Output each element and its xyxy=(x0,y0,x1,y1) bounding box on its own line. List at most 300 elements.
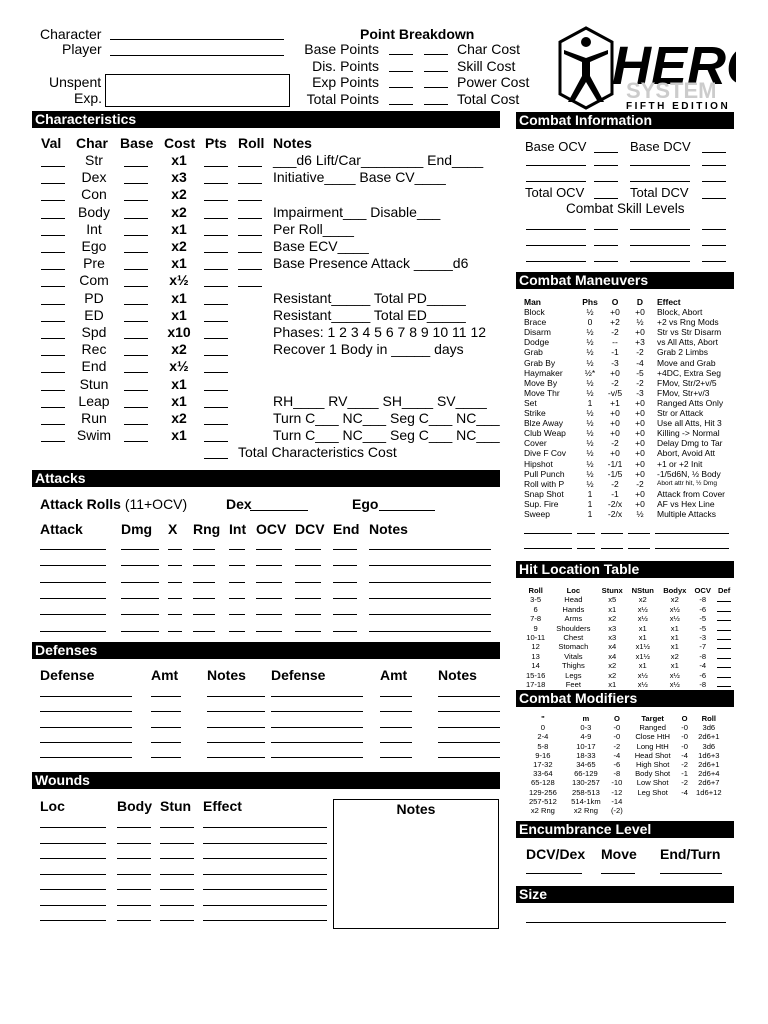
hit-cell: -8 xyxy=(699,680,707,690)
blank-line[interactable] xyxy=(526,165,586,166)
wound-field[interactable] xyxy=(160,858,194,859)
char-pts-field[interactable] xyxy=(204,166,228,167)
wound-field[interactable] xyxy=(117,874,151,875)
blank-line[interactable] xyxy=(524,548,572,549)
attack-field[interactable] xyxy=(256,582,282,583)
char-pts-field[interactable] xyxy=(204,269,228,270)
blank-line[interactable] xyxy=(594,165,618,166)
wound-field[interactable] xyxy=(203,843,327,844)
ego-roll-field[interactable] xyxy=(379,510,435,511)
char-val-field[interactable] xyxy=(41,304,65,305)
modifier-cell: 66-129 xyxy=(574,769,598,779)
wound-field[interactable] xyxy=(40,905,106,906)
blank-line[interactable] xyxy=(702,229,726,230)
defense-field[interactable] xyxy=(380,757,412,758)
char-cost: x½ xyxy=(169,272,189,289)
attack-field[interactable] xyxy=(229,549,245,550)
blank-line[interactable] xyxy=(524,533,572,534)
char-base-field[interactable] xyxy=(124,183,148,184)
char-val-field[interactable] xyxy=(41,269,65,270)
attack-field[interactable] xyxy=(168,565,182,566)
attack-field[interactable] xyxy=(295,565,321,566)
char-base-field[interactable] xyxy=(124,252,148,253)
defense-field[interactable] xyxy=(40,727,132,728)
attack-field[interactable] xyxy=(229,565,245,566)
maneuver-row xyxy=(524,307,741,317)
attack-field[interactable] xyxy=(40,631,106,632)
defense-field[interactable] xyxy=(271,711,363,712)
blank-line[interactable] xyxy=(630,229,690,230)
blank-line[interactable] xyxy=(628,533,650,534)
char-base-field[interactable] xyxy=(124,200,148,201)
total-char-cost-field[interactable] xyxy=(204,458,228,459)
char-base-field[interactable] xyxy=(124,441,148,442)
hit-def-cell[interactable] xyxy=(714,595,734,604)
char-pts-field[interactable] xyxy=(204,252,228,253)
attack-field[interactable] xyxy=(121,614,159,615)
char-base-field[interactable] xyxy=(124,390,148,391)
attack-field[interactable] xyxy=(121,565,159,566)
attack-field[interactable] xyxy=(256,598,282,599)
modifier-cell: 2d6+7 xyxy=(698,778,720,788)
attack-field[interactable] xyxy=(295,631,321,632)
hit-def-cell[interactable] xyxy=(714,633,734,642)
char-cost: x1 xyxy=(171,375,187,392)
char-notes: Base Presence Attack _____d6 xyxy=(273,255,469,272)
char-base-field[interactable] xyxy=(124,218,148,219)
defense-field[interactable] xyxy=(151,696,181,697)
char-base-field[interactable] xyxy=(124,424,148,425)
char-base-field[interactable] xyxy=(124,407,148,408)
attack-field[interactable] xyxy=(168,598,182,599)
wound-field[interactable] xyxy=(117,905,151,906)
attack-field[interactable] xyxy=(121,582,159,583)
encumbrance-move-field[interactable] xyxy=(601,873,635,874)
char-roll-field[interactable] xyxy=(238,252,262,253)
char-pts-field[interactable] xyxy=(204,338,228,339)
blank-line[interactable] xyxy=(628,548,650,549)
character-label: Character xyxy=(40,26,102,42)
hit-cell: Arms xyxy=(564,614,583,624)
char-val-field[interactable] xyxy=(41,183,65,184)
blank-line[interactable] xyxy=(655,548,729,549)
blank-line[interactable] xyxy=(526,261,586,262)
attack-field[interactable] xyxy=(333,549,357,550)
attack-field[interactable] xyxy=(256,565,282,566)
blank-line[interactable] xyxy=(702,165,726,166)
hit-def-cell[interactable] xyxy=(714,680,734,689)
char-roll-field[interactable] xyxy=(238,269,262,270)
attack-field[interactable] xyxy=(193,582,215,583)
wound-field[interactable] xyxy=(40,858,106,859)
char-roll-field[interactable] xyxy=(238,218,262,219)
char-name: PD xyxy=(84,289,104,306)
attack-field[interactable] xyxy=(295,549,321,550)
char-val-field[interactable] xyxy=(41,407,65,408)
wound-field[interactable] xyxy=(203,889,327,890)
wound-field[interactable] xyxy=(117,827,151,828)
wound-field[interactable] xyxy=(160,827,194,828)
blank-line[interactable] xyxy=(601,548,623,549)
defense-field[interactable] xyxy=(207,727,265,728)
attack-field[interactable] xyxy=(229,598,245,599)
char-base-field[interactable] xyxy=(124,355,148,356)
notes-box[interactable] xyxy=(333,799,499,929)
blank-line[interactable] xyxy=(577,548,595,549)
blank-line[interactable] xyxy=(655,533,729,534)
svg-text:SYSTEM: SYSTEM xyxy=(626,78,717,103)
wound-field[interactable] xyxy=(117,843,151,844)
char-cost: x1 xyxy=(171,289,187,306)
attack-field[interactable] xyxy=(229,631,245,632)
attack-field[interactable] xyxy=(40,614,106,615)
defense-field[interactable] xyxy=(271,757,363,758)
hit-cell: x5 xyxy=(608,595,617,605)
blank-line[interactable] xyxy=(577,533,595,534)
points-left-field-2[interactable] xyxy=(389,87,413,88)
char-roll-field[interactable] xyxy=(238,235,262,236)
attack-field[interactable] xyxy=(193,549,215,550)
maneuver-cell: Hipshot xyxy=(524,458,553,469)
blank-line[interactable] xyxy=(526,245,586,246)
hit-cell: x3 xyxy=(608,633,617,643)
wound-field[interactable] xyxy=(203,920,327,921)
wound-field[interactable] xyxy=(203,905,327,906)
player-field[interactable] xyxy=(110,55,284,56)
maneuver-cell: Grab 2 Limbs xyxy=(657,347,709,358)
wound-field[interactable] xyxy=(117,920,151,921)
unspent-exp-box[interactable] xyxy=(105,74,290,107)
modifier-cell: x2 Rng xyxy=(573,806,598,816)
defense-field[interactable] xyxy=(438,757,500,758)
attack-field[interactable] xyxy=(369,598,491,599)
points-left-field-b-1[interactable] xyxy=(424,71,448,72)
blank-line[interactable] xyxy=(594,261,618,262)
attack-field[interactable] xyxy=(40,598,106,599)
attack-field[interactable] xyxy=(168,582,182,583)
base-ocv-field[interactable] xyxy=(594,152,618,153)
total-dcv-field[interactable] xyxy=(702,198,726,199)
char-name: Leap xyxy=(78,392,110,409)
wound-field[interactable] xyxy=(117,889,151,890)
char-val-field[interactable] xyxy=(41,252,65,253)
char-val-field[interactable] xyxy=(41,390,65,391)
attack-field[interactable] xyxy=(229,614,245,615)
attack-field[interactable] xyxy=(369,614,491,615)
maneuver-cell: Str or Attack xyxy=(657,408,704,419)
points-left-field-0[interactable] xyxy=(389,54,413,55)
defense-field[interactable] xyxy=(40,696,132,697)
attack-field[interactable] xyxy=(168,631,182,632)
maneuver-cell: -2 xyxy=(636,478,644,489)
blank-line[interactable] xyxy=(526,229,586,230)
wound-field[interactable] xyxy=(117,858,151,859)
char-val-field[interactable] xyxy=(41,166,65,167)
char-base-field[interactable] xyxy=(124,269,148,270)
defense-field[interactable] xyxy=(438,696,500,697)
defense-field[interactable] xyxy=(380,727,412,728)
char-cost: x3 xyxy=(171,169,187,186)
char-name: Stun xyxy=(79,375,109,392)
points-left-field-b-0[interactable] xyxy=(424,54,448,55)
char-cost: x2 xyxy=(171,410,187,426)
wound-field[interactable] xyxy=(203,858,327,859)
char-val-field[interactable] xyxy=(41,424,65,425)
attack-field[interactable] xyxy=(193,631,215,632)
char-pts-field[interactable] xyxy=(204,200,228,201)
wound-field[interactable] xyxy=(203,874,327,875)
defense-field[interactable] xyxy=(438,711,500,712)
hit-def-cell[interactable] xyxy=(714,642,734,651)
points-left-field-3[interactable] xyxy=(389,104,413,105)
defense-col-4: Amt xyxy=(380,667,408,683)
char-roll-field[interactable] xyxy=(238,166,262,167)
maneuver-cell: Killing -> Normal xyxy=(657,428,720,439)
attack-field[interactable] xyxy=(229,582,245,583)
attack-field[interactable] xyxy=(295,614,321,615)
hit-cell: x1 xyxy=(670,661,679,671)
blank-line[interactable] xyxy=(630,245,690,246)
combat-maneuvers-header: Combat Maneuvers xyxy=(516,272,734,289)
blank-line[interactable] xyxy=(601,533,623,534)
encumbrance-dcv-field[interactable] xyxy=(526,873,582,874)
defense-field[interactable] xyxy=(207,696,265,697)
char-val-field[interactable] xyxy=(41,321,65,322)
attack-field[interactable] xyxy=(369,631,491,632)
hit-cell: Shoulders xyxy=(556,623,591,633)
defense-field[interactable] xyxy=(207,742,265,743)
defense-field[interactable] xyxy=(438,727,500,728)
blank-line[interactable] xyxy=(526,181,586,182)
hit-cell: x1 xyxy=(608,680,617,690)
defense-field[interactable] xyxy=(380,742,412,743)
attack-field[interactable] xyxy=(40,582,106,583)
hit-def-cell[interactable] xyxy=(714,661,734,670)
attack-field[interactable] xyxy=(193,565,215,566)
attack-field[interactable] xyxy=(121,549,159,550)
modifier-cell: -0 xyxy=(613,732,621,742)
attack-field[interactable] xyxy=(256,549,282,550)
attack-field[interactable] xyxy=(168,549,182,550)
maneuver-cell: Strike xyxy=(524,408,546,419)
blank-line[interactable] xyxy=(702,261,726,262)
defense-field[interactable] xyxy=(271,696,363,697)
dex-roll-field[interactable] xyxy=(250,510,308,511)
modifier-cell: Leg Shot xyxy=(637,787,668,797)
hit-row xyxy=(522,642,734,651)
attack-field[interactable] xyxy=(121,598,159,599)
defense-field[interactable] xyxy=(438,742,500,743)
attack-field[interactable] xyxy=(369,549,491,550)
wound-field[interactable] xyxy=(40,874,106,875)
attack-field[interactable] xyxy=(40,565,106,566)
char-base-field[interactable] xyxy=(124,372,148,373)
char-val-field[interactable] xyxy=(41,218,65,219)
char-val-field[interactable] xyxy=(41,355,65,356)
maneuver-cell: +3 xyxy=(635,337,645,348)
points-left-field-1[interactable] xyxy=(389,71,413,72)
char-pts-field[interactable] xyxy=(204,424,228,425)
attack-field[interactable] xyxy=(369,565,491,566)
wound-field[interactable] xyxy=(160,920,194,921)
attack-field[interactable] xyxy=(295,582,321,583)
blank-line[interactable] xyxy=(702,245,726,246)
char-pts-field[interactable] xyxy=(204,355,228,356)
hero-logo xyxy=(556,26,736,110)
modifier-cell: 65-128 xyxy=(531,778,555,788)
wound-field[interactable] xyxy=(160,874,194,875)
attack-field[interactable] xyxy=(193,614,215,615)
maneuver-row xyxy=(524,317,741,327)
modifier-cell: 9-16 xyxy=(535,750,551,760)
defense-field[interactable] xyxy=(151,727,181,728)
maneuver-cell: Blze Away xyxy=(524,418,564,429)
char-pts-field[interactable] xyxy=(204,286,228,287)
defense-field[interactable] xyxy=(151,757,181,758)
attack-field[interactable] xyxy=(295,598,321,599)
char-base-field[interactable] xyxy=(124,338,148,339)
wound-field[interactable] xyxy=(40,889,106,890)
char-pts-field[interactable] xyxy=(204,372,228,373)
base-dcv-field[interactable] xyxy=(702,152,726,153)
hit-def-cell[interactable] xyxy=(714,624,734,633)
hit-cell: Legs xyxy=(565,670,582,680)
attack-field[interactable] xyxy=(333,631,357,632)
modifier-cell: -4 xyxy=(681,750,688,760)
defense-col-3: Defense xyxy=(271,667,326,683)
maneuver-cell: -5 xyxy=(636,367,644,378)
blank-line[interactable] xyxy=(702,181,726,182)
char-base-field[interactable] xyxy=(124,286,148,287)
char-roll-field[interactable] xyxy=(238,200,262,201)
char-pts-field[interactable] xyxy=(204,183,228,184)
char-base-field[interactable] xyxy=(124,321,148,322)
defense-field[interactable] xyxy=(271,727,363,728)
blank-line[interactable] xyxy=(630,165,690,166)
hit-cell: -8 xyxy=(699,651,707,661)
wound-field[interactable] xyxy=(203,827,327,828)
modifier-cell: 5-8 xyxy=(537,741,549,751)
char-val-field[interactable] xyxy=(41,286,65,287)
encumbrance-end-field[interactable] xyxy=(660,873,722,874)
maneuver-cell: -1/5 xyxy=(607,468,623,479)
hit-def-cell[interactable] xyxy=(714,652,734,661)
char-notes: Base ECV____ xyxy=(273,238,369,254)
blank-line[interactable] xyxy=(594,181,618,182)
attack-field[interactable] xyxy=(256,631,282,632)
total-ocv-field[interactable] xyxy=(594,198,618,199)
points-left-label-1: Dis. Points xyxy=(312,57,379,74)
attack-field[interactable] xyxy=(333,614,357,615)
hit-col-roll: Roll xyxy=(528,586,543,595)
hit-def-cell[interactable] xyxy=(714,671,734,680)
defense-field[interactable] xyxy=(271,742,363,743)
char-val-field[interactable] xyxy=(41,338,65,339)
char-roll-field[interactable] xyxy=(238,183,262,184)
char-notes: Recover 1 Body in _____ days xyxy=(273,341,464,358)
maneuver-cell: Move and Grab xyxy=(657,357,716,368)
blank-line[interactable] xyxy=(594,229,618,230)
attack-field[interactable] xyxy=(333,582,357,583)
char-roll-field[interactable] xyxy=(238,286,262,287)
attack-field[interactable] xyxy=(333,598,357,599)
wound-field[interactable] xyxy=(40,827,106,828)
defense-field[interactable] xyxy=(40,757,132,758)
defense-field[interactable] xyxy=(380,696,412,697)
wound-field[interactable] xyxy=(40,843,106,844)
char-col-base: Base xyxy=(120,135,154,151)
attack-field[interactable] xyxy=(121,631,159,632)
character-field[interactable] xyxy=(110,39,284,40)
hit-cell: x1 xyxy=(670,633,679,643)
blank-line[interactable] xyxy=(594,245,618,246)
attack-field[interactable] xyxy=(168,614,182,615)
hit-location-header: Hit Location Table xyxy=(516,561,734,578)
wound-field[interactable] xyxy=(160,889,194,890)
char-val-field[interactable] xyxy=(41,441,65,442)
defense-field[interactable] xyxy=(151,742,181,743)
hit-def-cell[interactable] xyxy=(714,605,734,614)
maneuver-cell: -1 xyxy=(611,488,619,499)
defense-field[interactable] xyxy=(207,757,265,758)
defense-field[interactable] xyxy=(151,711,181,712)
wound-field[interactable] xyxy=(160,843,194,844)
defense-field[interactable] xyxy=(380,711,412,712)
blank-line[interactable] xyxy=(630,181,690,182)
points-left-field-b-2[interactable] xyxy=(424,87,448,88)
modifier-cell: -2 xyxy=(681,760,688,770)
char-val-field[interactable] xyxy=(41,235,65,236)
char-base-field[interactable] xyxy=(124,235,148,236)
attack-field[interactable] xyxy=(333,565,357,566)
defense-field[interactable] xyxy=(40,742,132,743)
char-pts-field[interactable] xyxy=(204,321,228,322)
wound-field[interactable] xyxy=(40,920,106,921)
hit-cell: x1½ xyxy=(635,651,650,661)
maneuver-cell: +1 xyxy=(610,397,620,408)
maneuver-row xyxy=(524,388,741,398)
char-base-field[interactable] xyxy=(124,304,148,305)
hit-cell: -6 xyxy=(699,604,707,614)
attack-field[interactable] xyxy=(193,598,215,599)
attack-field[interactable] xyxy=(369,582,491,583)
char-pts-field[interactable] xyxy=(204,304,228,305)
char-val-field[interactable] xyxy=(41,372,65,373)
hit-col-stunx: Stunx xyxy=(601,586,623,595)
maneuver-cell: Attack from Cover xyxy=(657,488,726,499)
size-field[interactable] xyxy=(526,922,726,923)
wound-field[interactable] xyxy=(160,905,194,906)
defense-field[interactable] xyxy=(207,711,265,712)
char-base-field[interactable] xyxy=(124,166,148,167)
char-val-field[interactable] xyxy=(41,200,65,201)
maneuver-cell: -2 xyxy=(636,347,644,358)
hit-def-cell[interactable] xyxy=(714,614,734,623)
blank-line[interactable] xyxy=(630,261,690,262)
char-pts-field[interactable] xyxy=(204,235,228,236)
modifier-cell: -2 xyxy=(681,778,688,788)
defense-field[interactable] xyxy=(40,711,132,712)
char-pts-field[interactable] xyxy=(204,441,228,442)
char-pts-field[interactable] xyxy=(204,390,228,391)
points-left-field-b-3[interactable] xyxy=(424,104,448,105)
maneuver-cell: Set xyxy=(524,397,537,408)
char-pts-field[interactable] xyxy=(204,218,228,219)
attack-field[interactable] xyxy=(40,549,106,550)
attack-field[interactable] xyxy=(256,614,282,615)
modifier-cell: -14 xyxy=(611,796,623,806)
char-pts-field[interactable] xyxy=(204,407,228,408)
